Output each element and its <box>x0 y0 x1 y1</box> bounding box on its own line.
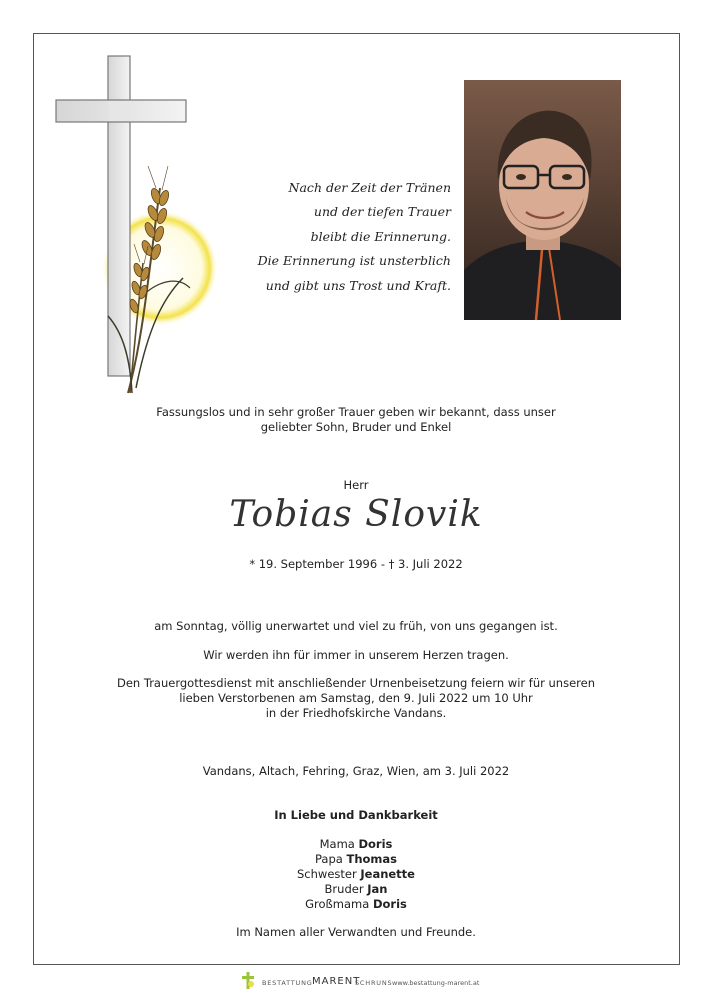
mourner-entry: Bruder Jan <box>324 882 388 896</box>
poem-line: bleibt die Erinnerung. <box>310 228 451 244</box>
service-line: lieben Verstorbenen am Samstag, den 9. Juli 2022 um 10 Uhr <box>179 691 533 705</box>
footer <box>0 968 707 996</box>
service-line: in der Friedhofskirche Vandans. <box>265 706 447 720</box>
footer-brand: MARENT <box>312 976 361 987</box>
announcement-line: geliebter Sohn, Bruder und Enkel <box>260 420 452 434</box>
poem <box>215 176 451 298</box>
footer-url[interactable]: www.bestattung-marent.at <box>392 979 480 987</box>
mourners-list <box>60 837 652 912</box>
poem-line: Die Erinnerung ist unsterblich <box>257 253 451 269</box>
footer-label: BESTATTUNG <box>262 979 313 987</box>
mourners-heading: In Liebe und Dankbarkeit <box>274 808 438 822</box>
closing-text: Im Namen aller Verwandten und Freunde. <box>236 925 476 939</box>
mourner-entry: Großmama Doris <box>305 897 407 911</box>
place-date: Vandans, Altach, Fehring, Graz, Wien, am 3. Juli 2022 <box>202 764 510 778</box>
portrait-image <box>464 80 621 320</box>
portrait-photo <box>464 80 621 320</box>
service-line: Den Trauergottesdienst mit anschließender Urnenbeisetzung feiern wir für unseren <box>116 676 595 690</box>
announcement <box>60 405 652 435</box>
footer-town: SCHRUNS <box>355 979 393 987</box>
memory-text: Wir werden ihn für immer in unserem Herzen tragen. <box>203 648 509 662</box>
deceased-name: Tobias Slovik <box>229 494 483 535</box>
life-dates: * 19. September 1996 - † 3. Juli 2022 <box>249 557 463 571</box>
funeral-home-logo-icon <box>240 971 256 991</box>
title-herr: Herr <box>343 478 369 492</box>
poem-line: und der tiefen Trauer <box>313 204 451 220</box>
poem-line: und gibt uns Trost und Kraft. <box>265 277 451 293</box>
mourner-entry: Papa Thomas <box>315 852 397 866</box>
mourner-entry: Schwester Jeanette <box>297 867 415 881</box>
mourner-entry: Mama Doris <box>319 837 393 851</box>
poem-line: Nach der Zeit der Tränen <box>288 180 451 195</box>
announcement-line: Fassungslos und in sehr großer Trauer geben wir bekannt, dass unser <box>156 405 556 419</box>
service-info <box>60 676 652 721</box>
passing-text: am Sonntag, völlig unerwartet und viel zu früh, von uns gegangen ist. <box>154 619 558 633</box>
